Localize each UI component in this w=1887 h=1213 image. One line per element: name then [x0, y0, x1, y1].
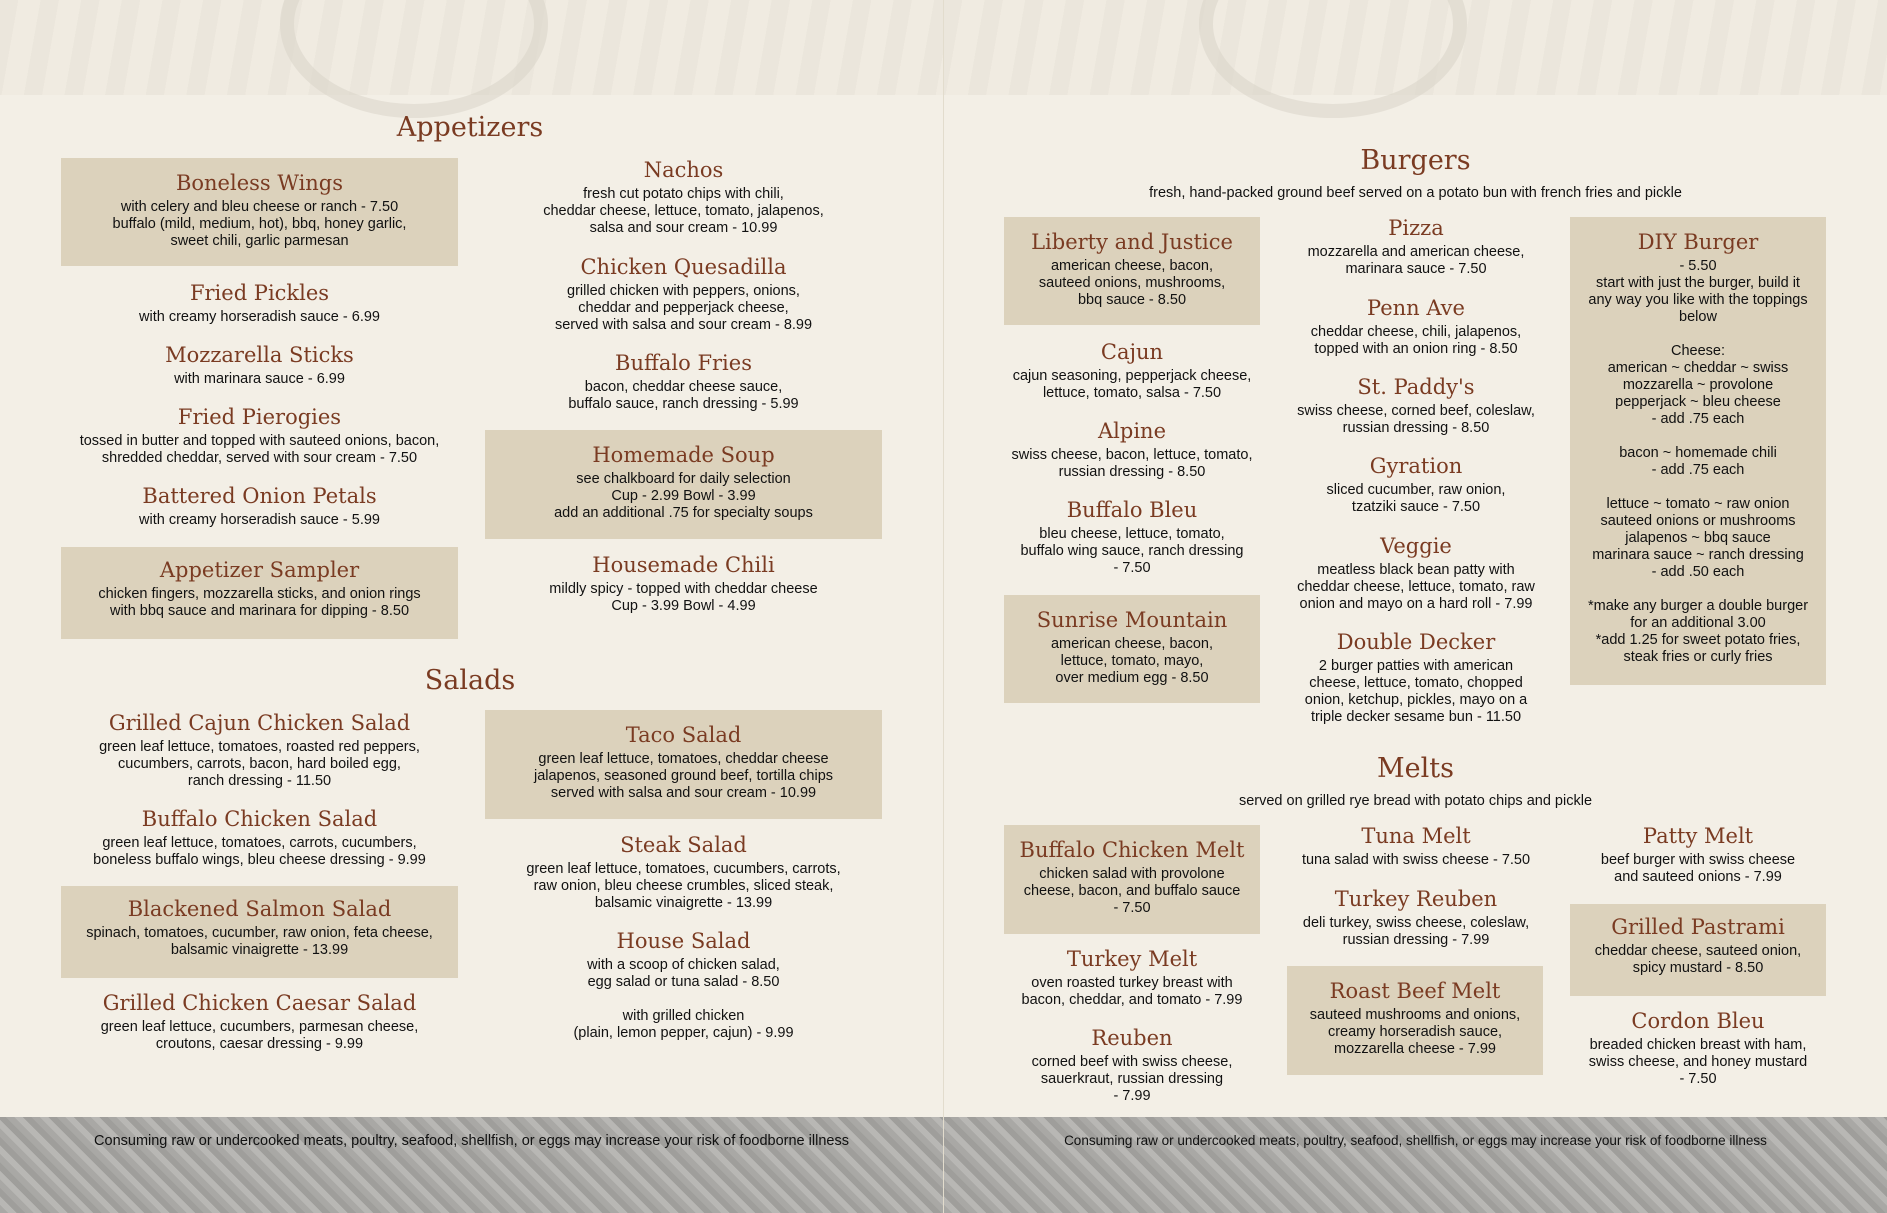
menu-item-fried-pierogies: Fried Pierogies tossed in butter and topped with sauteed onions, bacon, shredded cheddar, served with sour cream - 7.50 — [79, 405, 440, 466]
menu-item-blackened-salmon-salad: Blackened Salmon Salad spinach, tomatoes, cucumber, raw onion, feta cheese, balsamic vinaigrette - 13.99 — [61, 886, 458, 978]
menu-item-house-salad: House Salad with a scoop of chicken salad, egg salad or tuna salad - 8.50 with grilled chicken (plain, lemon pepper, cajun) - 9.99 — [573, 929, 794, 1041]
burgers-heading: Burgers — [1360, 145, 1471, 176]
menu-item-veggie: Veggie meatless black bean patty with cheddar cheese, lettuce, tomato, raw onion and mayo on a hard roll - 7.99 — [1297, 534, 1535, 612]
menu-item-buffalo-chicken-melt: Buffalo Chicken Melt chicken salad with provolone cheese, bacon, and buffalo sauce - 7.50 — [1004, 825, 1260, 934]
menu-item-grilled-cajun-chicken-salad: Grilled Cajun Chicken Salad green leaf lettuce, tomatoes, roasted red peppers, cucumbers, carrots, bacon, hard boiled egg, ranch dressing - 11.50 — [99, 711, 420, 789]
footer-band — [944, 1117, 1887, 1213]
menu-item-steak-salad: Steak Salad green leaf lettuce, tomatoes, cucumbers, carrots, raw onion, bleu cheese crumbles, sliced steak, balsamic vinaigrette - 13.99 — [526, 833, 841, 911]
menu-page-right — [944, 0, 1887, 1213]
footer-band — [0, 1117, 943, 1213]
burgers-subtitle: fresh, hand-packed ground beef served on a potato bun with french fries and pickle — [1149, 185, 1682, 201]
menu-item-penn-ave: Penn Ave cheddar cheese, chili, jalapenos, topped with an onion ring - 8.50 — [1310, 296, 1522, 357]
appetizers-heading: Appetizers — [396, 112, 544, 143]
menu-item-chicken-quesadilla: Chicken Quesadilla grilled chicken with peppers, onions, cheddar and pepperjack cheese, served with salsa and sour cream - 8.99 — [554, 255, 813, 333]
salads-heading: Salads — [424, 665, 516, 696]
menu-item-turkey-reuben: Turkey Reuben deli turkey, swiss cheese, coleslaw, russian dressing - 7.99 — [1302, 887, 1530, 948]
menu-item-diy-burger: DIY Burger - 5.50 start with just the burger, build it any way you like with the toppings below Cheese: american ~ cheddar ~ swiss mozzarella ~ provolone pepperjack ~ bleu cheese - add .75 each bacon ~ homemade chili - add .75 each lettuce ~ tomato ~ raw onion sauteed onions or mushrooms jalapenos ~ bbq sauce marinara sauce ~ ranch dressing - add .50 each *make any burger a double burger for an additional 3.00 *add 1.25 for sweet potato fries, steak fries or curly fries — [1570, 217, 1826, 685]
menu-item-tuna-melt: Tuna Melt tuna salad with swiss cheese - 7.50 — [1301, 824, 1531, 868]
stamp-graphic — [280, 0, 548, 118]
menu-item-pizza: Pizza mozzarella and american cheese, marinara sauce - 7.50 — [1307, 216, 1525, 277]
menu-item-double-decker: Double Decker 2 burger patties with american cheese, lettuce, tomato, chopped onion, ketchup, pickles, mayo on a triple decker sesame bun - 11.50 — [1304, 630, 1528, 725]
menu-item-fried-pickles: Fried Pickles with creamy horseradish sauce - 6.99 — [139, 281, 380, 325]
menu-item-buffalo-fries: Buffalo Fries bacon, cheddar cheese sauce, buffalo sauce, ranch dressing - 5.99 — [568, 351, 799, 412]
menu-item-sunrise-mountain: Sunrise Mountain american cheese, bacon, lettuce, tomato, mayo, over medium egg - 8.50 — [1004, 595, 1260, 703]
menu-item-reuben: Reuben corned beef with swiss cheese, sauerkraut, russian dressing - 7.99 — [1031, 1026, 1233, 1104]
menu-item-cajun: Cajun cajun seasoning, pepperjack cheese, lettuce, tomato, salsa - 7.50 — [1012, 340, 1252, 401]
food-safety-notice: Consuming raw or undercooked meats, poultry, seafood, shellfish, or eggs may increase your risk of foodborne illness — [94, 1133, 849, 1149]
menu-item-buffalo-bleu: Buffalo Bleu bleu cheese, lettuce, tomato, buffalo wing sauce, ranch dressing - 7.50 — [1020, 498, 1244, 576]
menu-item-grilled-pastrami: Grilled Pastrami cheddar cheese, sauteed onion, spicy mustard - 8.50 — [1570, 904, 1826, 996]
menu-item-liberty-and-justice: Liberty and Justice american cheese, bacon, sauteed onions, mushrooms, bbq sauce - 8.50 — [1004, 217, 1260, 325]
menu-item-roast-beef-melt: Roast Beef Melt sauteed mushrooms and onions, creamy horseradish sauce, mozzarella cheese - 7.99 — [1287, 966, 1543, 1075]
melts-subtitle: served on grilled rye bread with potato chips and pickle — [1238, 793, 1593, 809]
menu-item-nachos: Nachos fresh cut potato chips with chili, cheddar cheese, lettuce, tomato, jalapenos, salsa and sour cream - 10.99 — [543, 158, 824, 236]
menu-item-patty-melt: Patty Melt beef burger with swiss cheese and sauteed onions - 7.99 — [1600, 824, 1796, 885]
menu-item-boneless-wings: Boneless Wings with celery and bleu cheese or ranch - 7.50 buffalo (mild, medium, hot), bbq, honey garlic, sweet chili, garlic parmesan — [61, 158, 458, 266]
menu-item-st-paddys: St. Paddy's swiss cheese, corned beef, coleslaw, russian dressing - 8.50 — [1297, 375, 1535, 436]
menu-item-cordon-bleu: Cordon Bleu breaded chicken breast with ham, swiss cheese, and honey mustard - 7.50 — [1588, 1009, 1808, 1087]
menu-item-battered-onion-petals: Battered Onion Petals with creamy horseradish sauce - 5.99 — [139, 484, 380, 528]
stamp-graphic — [1199, 0, 1467, 118]
menu-item-alpine: Alpine swiss cheese, bacon, lettuce, tomato, russian dressing - 8.50 — [1011, 419, 1253, 480]
food-safety-notice: Consuming raw or undercooked meats, poultry, seafood, shellfish, or eggs may increase your risk of foodborne illness — [1064, 1133, 1767, 1148]
menu-item-appetizer-sampler: Appetizer Sampler chicken fingers, mozzarella sticks, and onion rings with bbq sauce and marinara for dipping - 8.50 — [61, 547, 458, 639]
menu-item-homemade-soup: Homemade Soup see chalkboard for daily selection Cup - 2.99 Bowl - 3.99 add an additional .75 for specialty soups — [485, 430, 882, 539]
menu-item-housemade-chili: Housemade Chili mildly spicy - topped with cheddar cheese Cup - 3.99 Bowl - 4.99 — [549, 553, 818, 614]
menu-item-turkey-melt: Turkey Melt oven roasted turkey breast with bacon, cheddar, and tomato - 7.99 — [1021, 947, 1243, 1008]
menu-item-grilled-chicken-caesar-salad: Grilled Chicken Caesar Salad green leaf lettuce, cucumbers, parmesan cheese, croutons, caesar dressing - 9.99 — [100, 991, 419, 1052]
menu-item-mozzarella-sticks: Mozzarella Sticks with marinara sauce - 6.99 — [165, 343, 354, 387]
menu-item-buffalo-chicken-salad: Buffalo Chicken Salad green leaf lettuce, tomatoes, carrots, cucumbers, boneless buffalo wings, bleu cheese dressing - 9.99 — [93, 807, 426, 868]
menu-item-taco-salad: Taco Salad green leaf lettuce, tomatoes, cheddar cheese jalapenos, seasoned ground beef, tortilla chips served with salsa and sour cream - 10.99 — [485, 710, 882, 819]
melts-heading: Melts — [1377, 753, 1454, 784]
menu-item-gyration: Gyration sliced cucumber, raw onion, tzatziki sauce - 7.50 — [1326, 454, 1506, 515]
